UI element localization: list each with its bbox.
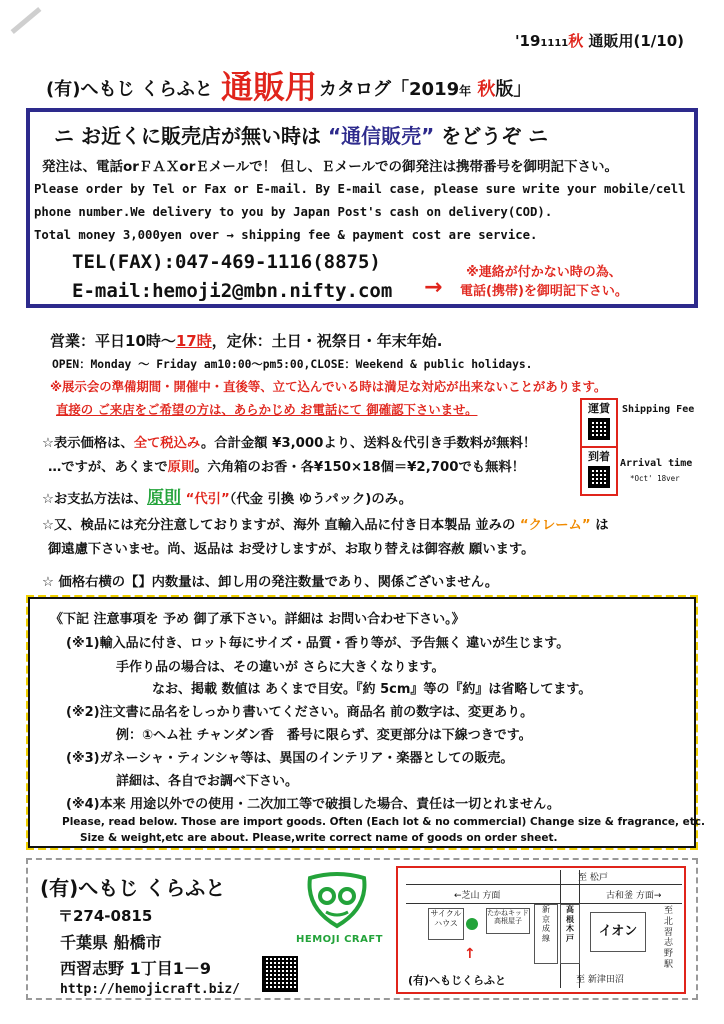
email-address[interactable]: E-mail:hemoji2@mbn.nifty.com xyxy=(72,280,393,302)
map-shibayama: ←芝山 方面 xyxy=(454,891,501,901)
catalog-title: (有)へもじ くらふと 通販用 カタログ「2019年 秋版」 xyxy=(46,68,532,106)
map-cycle-house: サイクル ハウス xyxy=(428,908,464,940)
notice-1-approx: なお、掲載 数値は あくまで目安。『約 5cm』等の『約』は省略してます。 xyxy=(152,682,592,697)
shop-location-icon xyxy=(466,918,478,930)
map-aeon: イオン xyxy=(590,912,646,952)
map-kitanarashino: 至 北 習 志 野 駅 xyxy=(664,906,674,970)
payment-info: ☆お支払方法は、原則 “代引”（代金 引換 ゆうパック)のみ。 xyxy=(42,488,413,508)
hemoji-logo-icon xyxy=(302,868,372,930)
map-takanekido: 高 根 木 戸 xyxy=(560,904,580,964)
notice-1-handmade: 手作り品の場合は、その違いが さらに大きくなります。 xyxy=(116,660,445,675)
catalog-page-note: '191111秋 通販用(1/10) xyxy=(514,32,684,50)
address-city: 千葉県 船橋市 xyxy=(60,933,162,952)
contact-note: ※連絡が付かない時の為、 電話(携帯)を御明記下さい。 xyxy=(460,265,628,299)
website-qr-icon[interactable] xyxy=(262,956,298,992)
notice-2: (※2)注文書に品名をしっかり書いてください。商品名 前の数字は、変更あり。 xyxy=(66,705,534,720)
version-note: *Oct' 18ver xyxy=(630,474,680,483)
arrival-time-label: Arrival time xyxy=(620,458,693,469)
shipping-fee-label: Shipping Fee xyxy=(622,404,695,415)
shipping-fee-cell: 運賃 xyxy=(582,400,616,448)
business-hours-jp: 営業：平日10時～17時，定休：土日・祝祭日・年末年始. xyxy=(50,332,443,350)
address-street: 西習志野 1丁目1－9 xyxy=(60,959,211,978)
postal-code: 〒274-0815 xyxy=(58,907,153,925)
map-matsudo: 至 松戸 xyxy=(578,873,608,883)
notice-2-example: 例：①ヘム社 チャンダン香 番号に限らず、変更部分は下線つきです。 xyxy=(116,728,532,743)
mail-order-heading: ニ お近くに販売店が無い時は “通信販売” をどうぞ ニ xyxy=(54,124,549,148)
free-shipping-info: …ですが、あくまで原則。六角箱のお香・各¥150×18個＝¥2,700でも無料！ xyxy=(48,460,525,475)
arrival-qr-icon[interactable] xyxy=(588,466,610,488)
price-info: ☆表示価格は、全て税込み。合計金額 ¥3,000より、送料＆代引き手数料が無料！ xyxy=(42,436,537,451)
claim-info: ☆又、検品には充分注意しておりますが、海外 直輸入品に付き日本製品 並みの “クレーム” は xyxy=(42,518,609,533)
shipping-arrival-stamp xyxy=(580,398,618,496)
order-instructions-jp: 発注は、電話orＦＡＸorＥメールで！ 但し、Ｅメールでの御発注は携帯番号を御明記下さい。 xyxy=(42,159,619,175)
map-arrow-up-icon: ↑ xyxy=(464,946,476,962)
corner-stripe xyxy=(11,7,42,34)
busy-warning: ※展示会の準備期間・開催中・直後等、立て込んでいる時は満足な対応が出来ないことがあります。 xyxy=(50,379,607,394)
notice-intro: 《下記 注意事項を 予め 御了承下さい。詳細は お問い合わせ下さい。》 xyxy=(50,612,465,627)
notice-3-details: 詳細は、各自でお調べ下さい。 xyxy=(116,774,299,789)
wholesale-info: ☆ 価格右横の【】内数量は、卸し用の発注数量であり、関係ございません。 xyxy=(42,575,499,590)
arrow-right-icon: → xyxy=(424,275,443,300)
order-instructions-en-2: phone number.We delivery to you by Japan Post's cash on delivery(COD). xyxy=(34,205,553,219)
shipping-qr-icon[interactable] xyxy=(588,418,610,440)
notice-4: (※4)本来 用途以外での使用・二次加工等で破損した場合、責任は一切とれません。 xyxy=(66,797,560,812)
map-takagi: たかねキッド 高根屋子 xyxy=(486,908,530,934)
return-info: 御遠慮下さいませ。尚、返品は お受けしますが、お取り替えは御容赦 願います。 xyxy=(48,542,535,557)
visit-notice: 直接の ご来店をご希望の方は、あらかじめ お電話にて 御確認下さいませ。 xyxy=(56,402,478,417)
map-shinkeisei-line: 新 京 成 線 xyxy=(534,904,558,964)
notice-1: (※1)輸入品に付き、ロット毎にサイズ・品質・香り等が、予告無く 違いが生じます。 xyxy=(66,636,570,651)
order-instructions-en-3: Total money 3,000yen over → shipping fee & payment cost are service. xyxy=(34,228,538,242)
map-shop-label: (有)へもじくらふと xyxy=(408,974,507,987)
logo-text: HEMOJI CRAFT xyxy=(296,934,384,945)
business-hours-en: OPEN：Monday ～ Friday am10:00～pm5:00,CLOSE：Weekend & public holidays. xyxy=(52,358,533,371)
website-url[interactable]: http://hemojicraft.biz/ xyxy=(60,982,241,997)
notice-en-1: Please, read below. Those are import goods. Often (Each lot & no commercial) Change size & fragrance, etc. xyxy=(62,816,706,828)
company-name: (有)へもじ くらふと xyxy=(40,876,226,900)
arrival-time-cell: 到着 xyxy=(582,448,616,494)
tel-fax[interactable]: TEL(FAX):047-469-1116(8875) xyxy=(72,251,381,273)
notice-3: (※3)ガネーシャ・ティンシャ等は、異国のインテリア・楽器としての販売。 xyxy=(66,751,514,766)
order-instructions-en-1: Please order by Tel or Fax or E-mail. By E-mail case, please sure write your mobile/cell xyxy=(34,182,686,196)
map-shin-tsudanuma: 至 新津田沼 xyxy=(576,975,624,985)
notice-en-2: Size & weight,etc are about. Please,write correct name of goods on order sheet. xyxy=(80,832,558,844)
map-furuwagama: 古和釜 方面→ xyxy=(606,891,662,901)
